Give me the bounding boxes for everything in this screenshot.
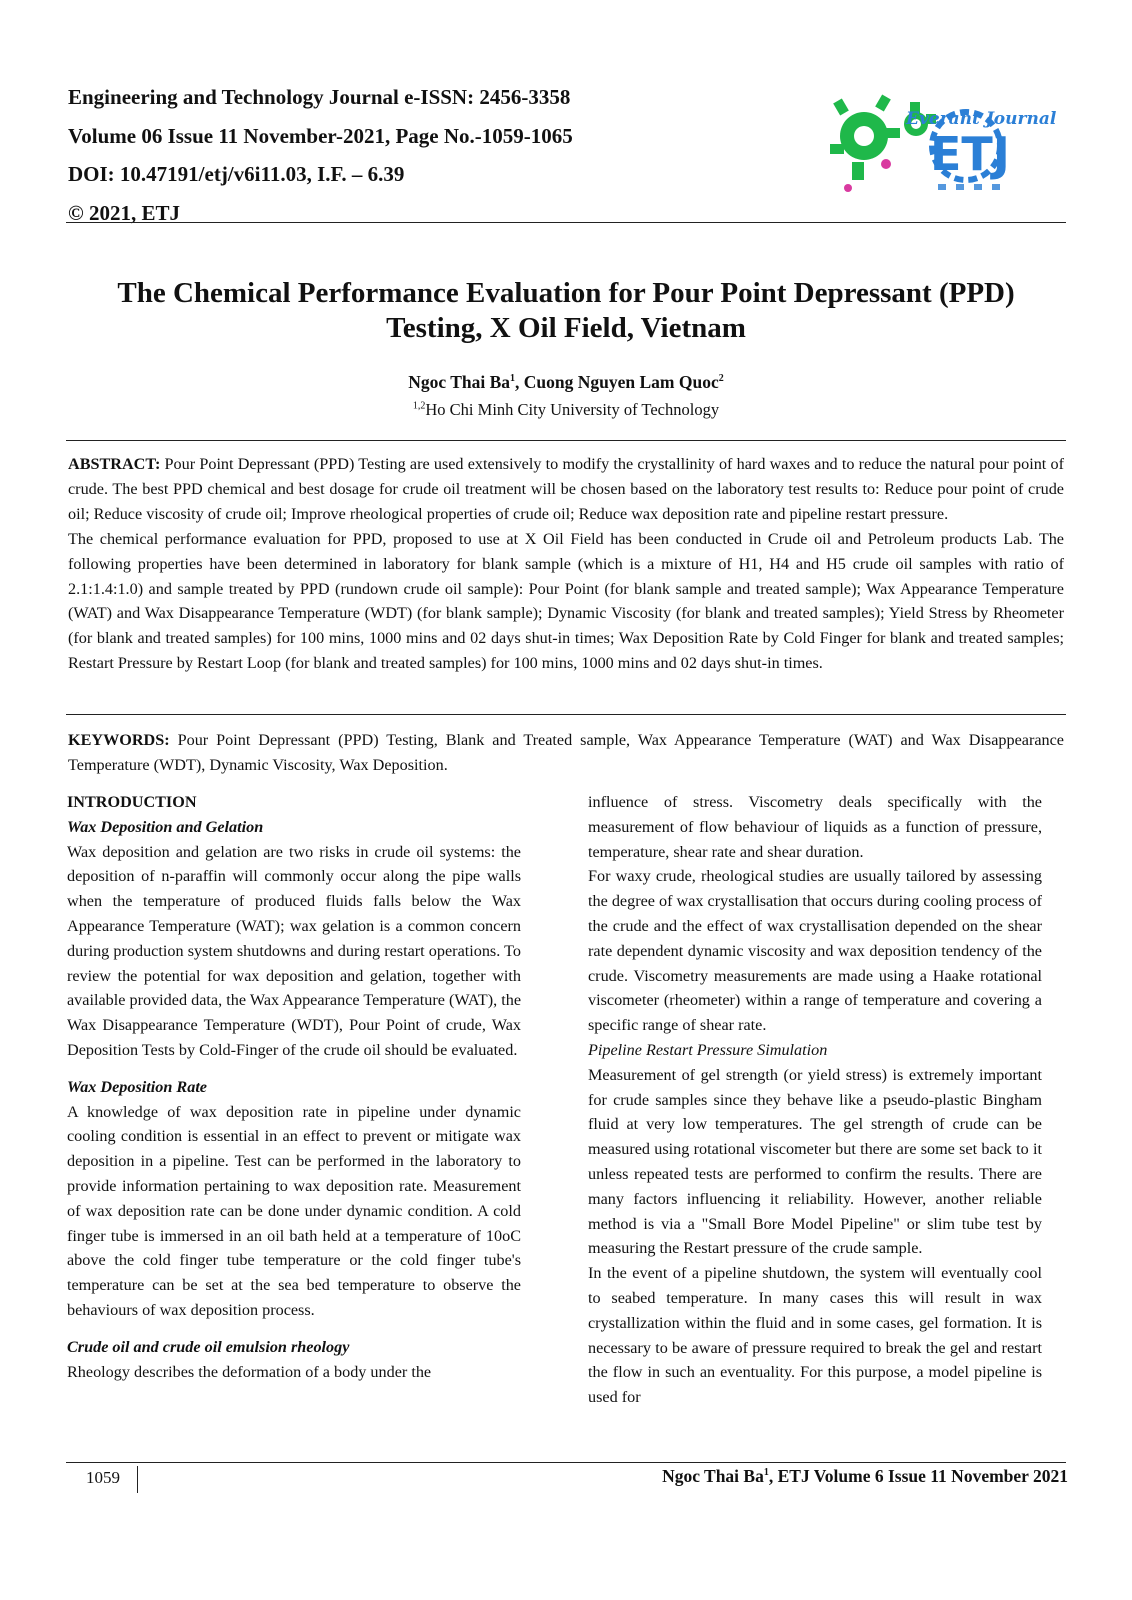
keywords-block [68,728,1064,778]
paper-title-line-1: The Chemical Performance Evaluation for Pour Point Depressant (PPD) [117,277,1015,309]
page-number: 1059 [86,1468,120,1487]
journal-header [68,78,668,232]
subheading-wax-deposition-rate: Wax Deposition Rate [67,1077,207,1096]
abstract-paragraph-2: The chemical performance evaluation for PPD, proposed to use at X Oil Field has been conducted in Crude oil and Petroleum products Lab. The following properties have been determined in laboratory for blank sample (which is a mixture of H1, H4 and H5 crude oil samples with ratio of 2.1:1.4:1.0) and sample treated by PPD (rundown crude oil sample): Pour Point (for blank sample and treated sample); Wax Appearance Temperature (WAT) and Wax Disappearance Temperature (WDT) (for blank sample); Dynamic Viscosity (for blank and treated samples); Yield Stress by Rheometer (for blank and treated samples) for 100 mins, 1000 mins and 02 days shut-in times; Wax Deposition Rate by Cold Finger for blank and treated samples; Restart Pressure by Restart Loop (for blank and treated samples) for 100 mins, 1000 mins and 02 days shut-in times. [68,529,1064,673]
subheading-rheology: Crude oil and crude oil emulsion rheology [67,1337,350,1356]
abstract-paragraph-1 [68,452,1064,527]
author-2: Cuong Nguyen Lam Quoc [523,372,719,392]
footer-separator [137,1466,138,1493]
logo-main-text: ETJ [930,127,1010,181]
paper-title [66,276,1066,346]
abstract-text-1: Pour Point Depressant (PPD) Testing are used extensively to modify the crystallinity of hard waxes and to reduce the natural pour point of crude. The best PPD chemical and best dosage for crude oil treatment will be chosen based on the laboratory test results to: Reduce pour point of crude oil; Reduce viscosity of crude oil; Improve rheological properties of crude oil; Reduce wax deposition rate and pipeline restart pressure. [68,455,1064,523]
section-heading-introduction: INTRODUCTION [67,793,197,811]
subheading-restart-pressure: Pipeline Restart Pressure Simulation [588,1040,828,1059]
subheading-wax-deposition-gelation: Wax Deposition and Gelation [67,817,264,836]
abstract-label: ABSTRACT: [68,455,161,473]
header-divider [66,222,1066,223]
keywords-top-rule [66,714,1066,715]
paper-title-line-2: Testing, X Oil Field, Vietnam [386,312,746,344]
volume-line: Volume 06 Issue 11 November-2021, Page No.-1059-1065 [68,123,573,148]
paragraph-viscometry: influence of stress. Viscometry deals specifically with the measurement of flow behaviour of liquids as a function of pressure, temperature, shear rate and shear duration. [588,793,1042,861]
footer-citation [662,1466,1068,1487]
paragraph-waxy-crude: For waxy crude, rheological studies are usually tailored by assessing the degree of wax crystallisation that occurs during cooling process of the crude and the effect of wax crystallisation depended on the shear rate dependent dynamic viscosity and wax deposition tendency of the crude. Viscometry measurements are made using a Haake rotational viscometer (rheometer) within a range of temperature and covering a specific range of shear rate. [588,867,1043,1035]
paragraph-gel-strength: Measurement of gel strength (or yield stress) is extremely important for crude samples since they behave like a pseudo-plastic Bingham fluid at very low temperatures. The gel strength of crude can be measured using rotational viscometer but there are some set back to it unless repeated tests are performed to confirm the results. There are many factors influencing it reliability. However, another reliable method is via a "Small Bore Model Pipeline" or slim tube test by measuring the Restart pressure of the crude sample. [588,1065,1042,1258]
keywords-label: KEYWORDS: [68,731,170,749]
author-list [66,372,1066,393]
abstract-block [68,452,1064,676]
author-1: Ngoc Thai Ba [408,372,511,392]
affiliation-sup: 1,2 [412,400,426,412]
author-separator: , [515,372,524,392]
keywords-text: Pour Point Depressant (PPD) Testing, Blank and Treated sample, Wax Appearance Temperature (WAT) and Wax Disappearance Temperature (WDT), Dynamic Viscosity, Wax Deposition. [68,731,1064,774]
affiliation-text: Ho Chi Minh City University of Technology [425,400,720,419]
author-2-sup: 2 [718,373,724,385]
paragraph-wax-deposition-rate: A knowledge of wax deposition rate in pipeline under dynamic cooling condition is essential in an effect to prevent or mitigate wax deposition in a pipeline. Test can be performed in the laboratory to provide information pertaining to wax deposition rate. Measurement of wax deposition rate can be done under dynamic condition. A cold finger tube is immersed in an oil bath held at a temperature of 10oC above the cold finger tube temperature or the cold finger tube's temperature can be set at the sea bed temperature to observe the behaviours of wax deposition process. [67,1102,521,1319]
author-1-sup: 1 [510,373,516,385]
journal-name-line: Engineering and Technology Journal e-ISSN: 2456-3358 [68,85,571,109]
copyright-line: © 2021, ETJ [68,200,180,225]
left-column [67,790,521,1384]
footer-journal: , ETJ Volume 6 Issue 11 November 2021 [768,1466,1068,1486]
etj-logo [826,84,1057,202]
footer-rule [66,1462,1066,1463]
footer-author: Ngoc Thai Ba [662,1466,764,1486]
doi-line: DOI: 10.47191/etj/v6i11.03, I.F. – 6.39 [68,162,405,186]
paragraph-pipeline-shutdown: In the event of a pipeline shutdown, the system will eventually cool to seabed temperature. In many cases this will result in wax crystallization within the fluid and in some cases, gel formation. It is necessary to be aware of pressure required to break the gel and restart the flow in such an eventuality. For this purpose, a model pipeline is used for [588,1264,1042,1407]
abstract-top-rule [66,440,1066,441]
affiliation [66,400,1066,420]
right-column [588,790,1042,1410]
paragraph-rheology: Rheology describes the deformation of a body under the [67,1362,432,1381]
logo-top-text: Everant Journal [906,109,1057,129]
footer-author-sup: 1 [763,1467,769,1479]
paragraph-wax-deposition-gelation: Wax deposition and gelation are two risks in crude oil systems: the deposition of n-paraffin will commonly occur along the pipe walls when the temperature of produced fluids falls below the Wax Appearance Temperature (WAT); wax gelation is a common concern during production system shutdowns and during restart operations. To review the potential for wax deposition and gelation, together with available provided data, the Wax Appearance Temperature (WAT), the Wax Disappearance Temperature (WDT), Pour Point of crude, Wax Deposition Tests by Cold-Finger of the crude oil should be evaluated. [67,842,521,1059]
